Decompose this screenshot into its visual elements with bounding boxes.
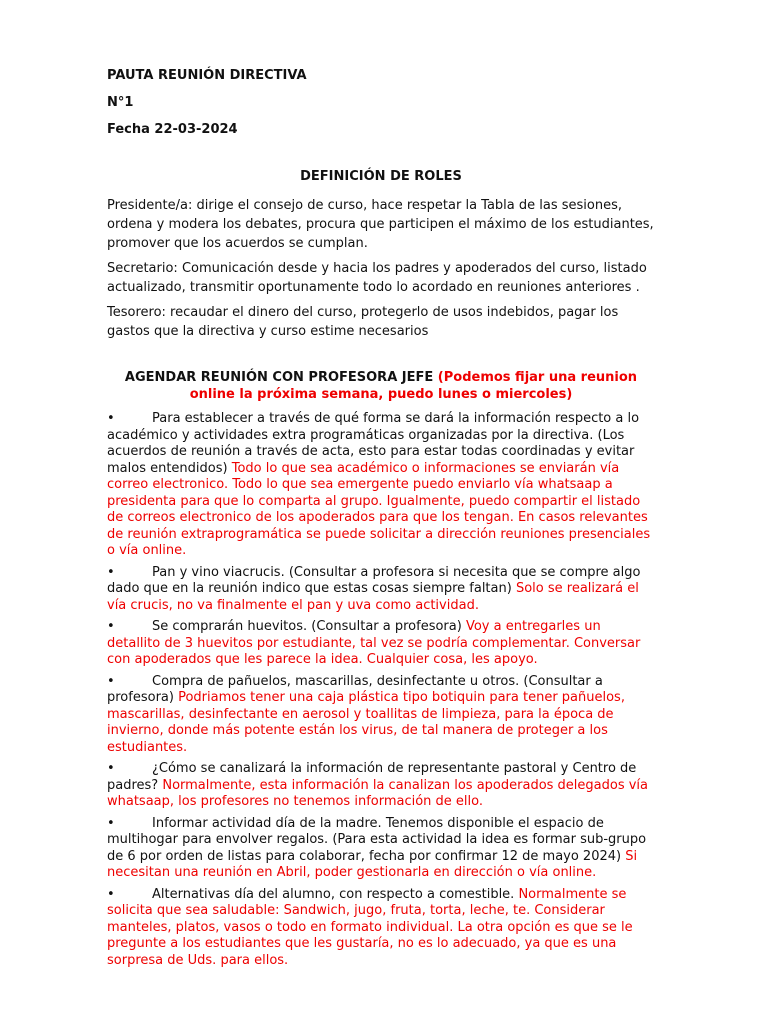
agenda-item-supplies (107, 674, 655, 757)
agenda-item-reply: Voy a entregarles un detallito de 3 huevitos por estudiante, tal vez se podría complementar. Conversar con apoderados que les parece la idea. Cualquier cosa, les apoyo. (107, 619, 641, 667)
agenda-item-reply: Solo se realizará el vía crucis, no va finalmente el pan y uva como actividad. (107, 581, 639, 613)
agenda-item-mothers-day (107, 816, 655, 882)
bullet-icon: • (107, 619, 115, 634)
agenda-item-reply: Normalmente, esta información la canalizan los apoderados delegados vía whatsaap, los profesores no tenemos información de ello. (107, 777, 649, 809)
bullet-icon: • (107, 411, 115, 426)
agenda-item-reply: Todo lo que sea académico o informaciones se enviarán vía correo electronico. Todo lo que sea emergente puedo enviarlo vía whatsaap a presidenta para que lo comparta al grupo. Igualmente, puedo compartir el listado de correos electronico de los apoderados para que los tengan. En casos relevantes de reunión extraprogramática se puede solicitar a dirección reuniones presenciales o vía online. (107, 460, 651, 558)
role-president: Presidente/a: dirige el consejo de curso, hace respetar la Tabla de las sesiones, ordena y modera los debates, procura que participen el máximo de los estudiantes, promover que los acuerdos se cumplan. (107, 198, 654, 251)
document-body (107, 68, 655, 974)
bullet-icon: • (107, 761, 115, 776)
bullet-icon: • (107, 886, 115, 902)
agenda-item-text: Se comprarán huevitos. (Consultar a profesora) (152, 619, 462, 634)
agenda-item-huevitos (107, 619, 655, 669)
bullet-icon: • (107, 564, 115, 580)
document-number: N°1 (107, 95, 134, 110)
role-secretary: Secretario: Comunicación desde y hacia los padres y apoderados del curso, listado actualizado, transmitir oportunamente todo lo acordado en reuniones anteriores . (107, 261, 647, 295)
agenda-heading (107, 369, 655, 403)
agenda-item-viacrucis (107, 565, 655, 615)
agenda-item-text: ¿Cómo se canalizará la información de representante pastoral y Centro de padres? (107, 761, 637, 793)
agenda-item-student-day (107, 887, 655, 970)
agenda-item-text: Compra de pañuelos, mascarillas, desinfectante u otros. (Consultar a profesora) (107, 673, 603, 705)
roles-title: DEFINICIÓN DE ROLES (300, 169, 462, 184)
agenda-title-note: (Podemos fijar una reunion online la próxima semana, puedo lunes o miercoles) (189, 370, 638, 402)
agenda-item-reply: Si necesitan una reunión en Abril, poder gestionarla en dirección o vía online. (107, 848, 638, 880)
bullet-icon: • (107, 815, 115, 831)
role-treasurer: Tesorero: recaudar el dinero del curso, protegerlo de usos indebidos, pagar los gastos que la directiva y curso estime necesarios (107, 305, 619, 339)
agenda-item-pastoral (107, 761, 655, 811)
agenda-item-reply: Podriamos tener una caja plástica tipo botiquin para tener pañuelos, mascarillas, desinfectante en aerosol y toallitas de limpieza, para la época de invierno, donde más potente están los virus, de tal manera de proteger a los estudiantes. (107, 690, 625, 755)
agenda-item-reply: Normalmente se solicita que sea saludable: Sandwich, jugo, fruta, torta, leche, te. Considerar manteles, platos, vasos o todo en formato individual. La otra opción es que se le pregunte a los estudiantes que les gustaría, no es lo adecuado, ya que es una sorpresa de Uds. para ellos. (107, 886, 633, 968)
agenda-item-communication (107, 411, 655, 560)
agenda-item-text: Informar actividad día de la madre. Tenemos disponible el espacio de multihogar para envolver regalos. (Para esta actividad la idea es formar sub-grupo de 6 por orden de listas para colaborar, fecha por confirmar 12 de mayo 2024) (107, 815, 647, 864)
document-title: PAUTA REUNIÓN DIRECTIVA (107, 68, 307, 83)
bullet-icon: • (107, 673, 115, 689)
document-date: Fecha 22-03-2024 (107, 122, 238, 137)
agenda-item-text: Pan y vino viacrucis. (Consultar a profesora si necesita que se compre algo dado que en la reunión indico que estas cosas siempre faltan) (107, 564, 641, 596)
agenda-item-text: Alternativas día del alumno, con respecto a comestible. (152, 886, 515, 902)
agenda-item-text: Para establecer a través de qué forma se dará la información respecto a lo académico y actividades extra programáticas organizadas por la directiva. (Los acuerdos de reunión a través de acta, esto para estar todas coordinadas y evitar malos entendidos) (107, 411, 640, 476)
agenda-title: AGENDAR REUNIÓN CON PROFESORA JEFE (124, 370, 434, 385)
